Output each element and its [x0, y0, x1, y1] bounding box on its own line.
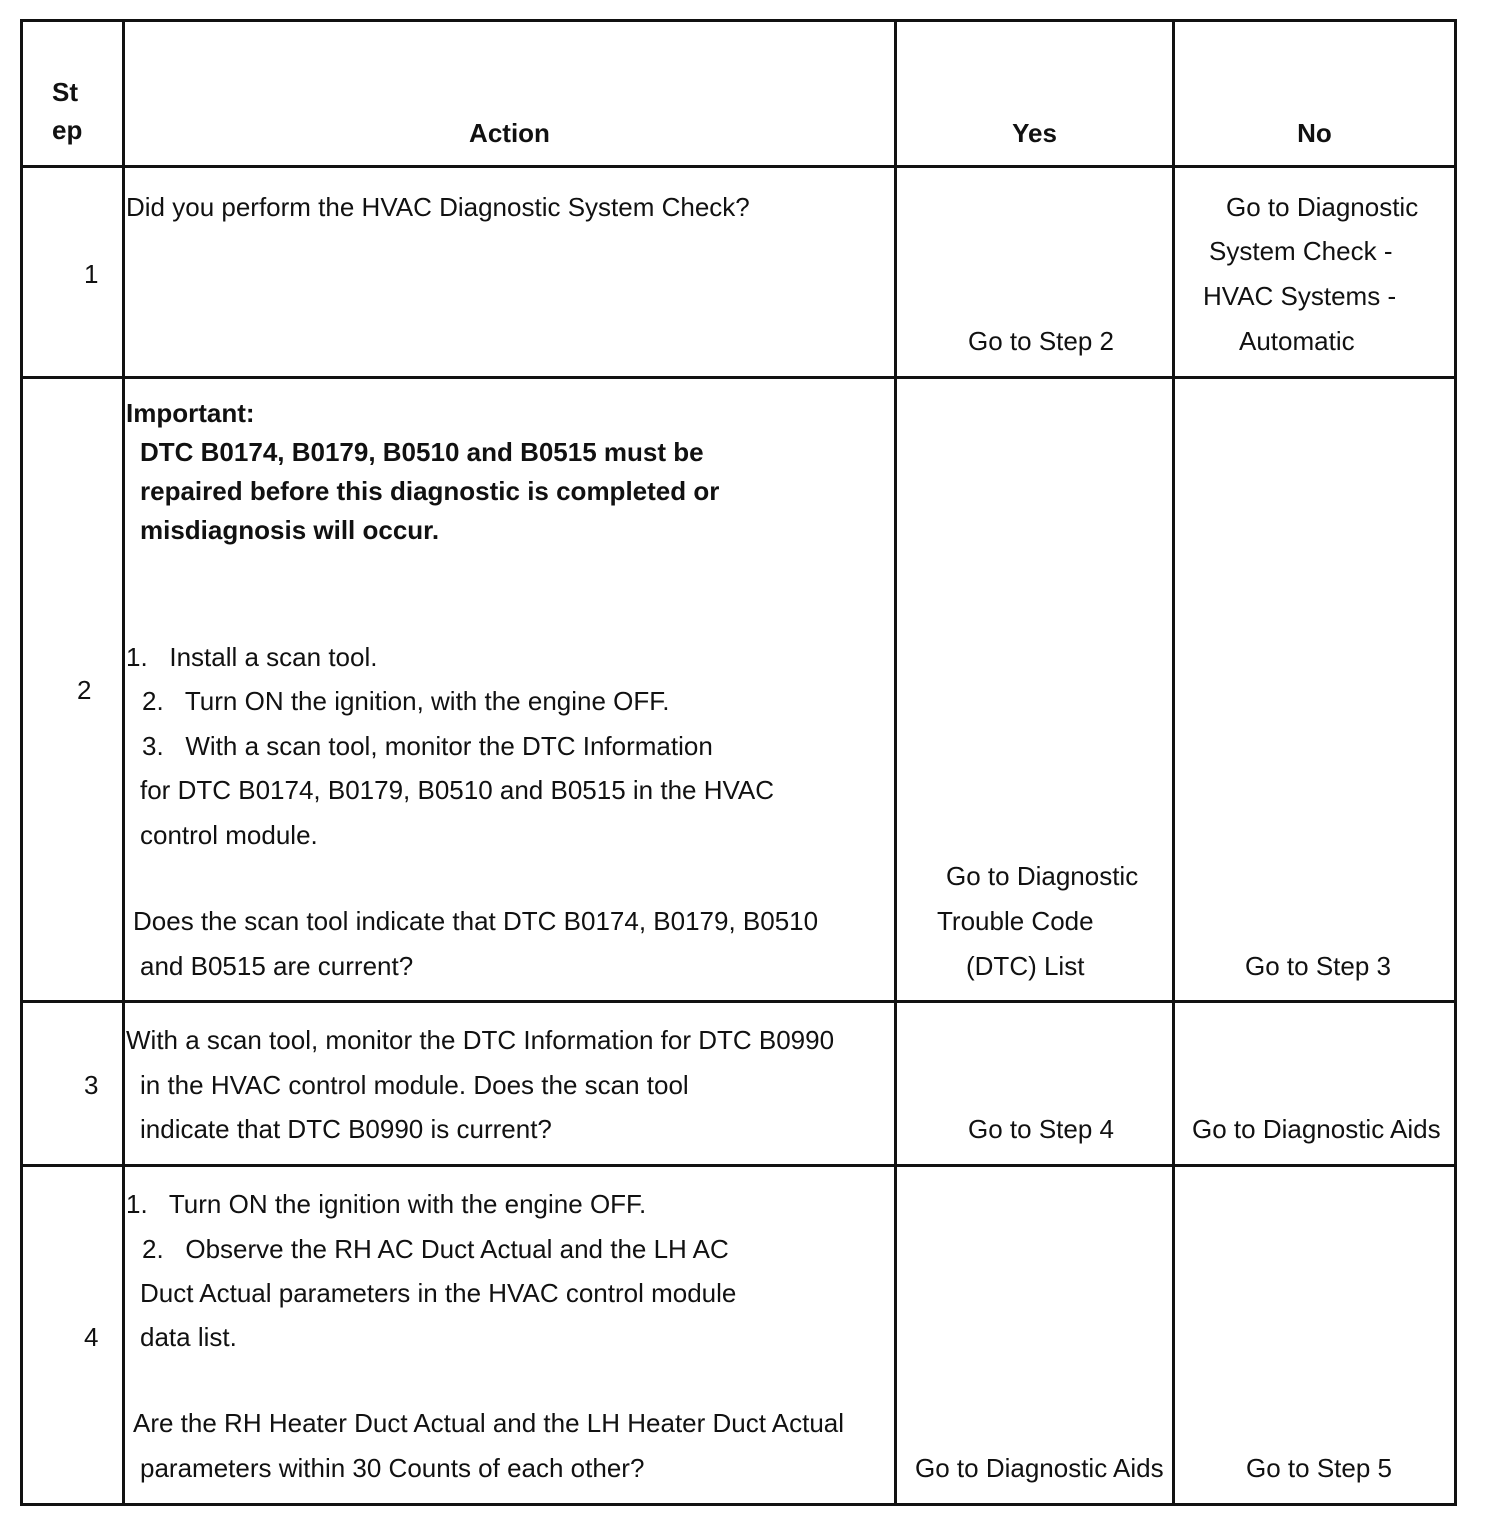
row-divider-3 [20, 1164, 1457, 1167]
diagnostic-table [20, 19, 1457, 1506]
yes-result: Go to Diagnostic Aids [915, 1453, 1164, 1483]
action-question: and B0515 are current? [140, 951, 414, 981]
table-border-top [20, 19, 1457, 22]
column-divider-yes [1172, 19, 1175, 1506]
header-action: Action [469, 118, 550, 148]
action-step-line: 1. Install a scan tool. [126, 642, 378, 672]
action-question: Are the RH Heater Duct Actual and the LH Heater Duct Actual [133, 1408, 845, 1438]
important-text: repaired before this diagnostic is completed or [140, 476, 720, 506]
action-text: With a scan tool, monitor the DTC Information for DTC B0990 [126, 1025, 835, 1055]
important-title: Important: [126, 398, 255, 428]
no-result: Go to Step 5 [1246, 1453, 1392, 1483]
header-yes: Yes [1012, 118, 1057, 148]
yes-result: Go to Step 2 [968, 326, 1114, 356]
action-step-line: control module. [140, 820, 318, 850]
action-step-line: data list. [140, 1322, 237, 1352]
header-divider [20, 165, 1457, 168]
header-step: St ep [52, 77, 83, 145]
action-question: parameters within 30 Counts of each other? [140, 1453, 645, 1483]
action-text: indicate that DTC B0990 is current? [140, 1114, 552, 1144]
table-border-bottom [20, 1503, 1457, 1506]
no-result-line: Go to Diagnostic [1226, 192, 1419, 222]
no-result-line: Automatic [1239, 326, 1355, 356]
step-number: 3 [84, 1070, 99, 1100]
step-number: 2 [77, 675, 92, 705]
yes-result-line: Go to Diagnostic [946, 861, 1139, 891]
action-step-line: for DTC B0174, B0179, B0510 and B0515 in the HVAC [140, 775, 775, 805]
column-divider-step [122, 19, 125, 1506]
no-result: Go to Diagnostic Aids [1192, 1114, 1441, 1144]
action-question: Does the scan tool indicate that DTC B0174, B0179, B0510 [133, 906, 819, 936]
important-text: DTC B0174, B0179, B0510 and B0515 must be [140, 437, 704, 467]
row-divider-2 [20, 1000, 1457, 1003]
table-border-right [1454, 19, 1457, 1506]
action-step-line: 2. Turn ON the ignition, with the engine OFF. [142, 686, 670, 716]
row-divider-1 [20, 376, 1457, 379]
action-step-line: 1. Turn ON the ignition with the engine OFF. [126, 1189, 647, 1219]
no-result-line: System Check - [1209, 236, 1393, 266]
action-text: in the HVAC control module. Does the scan tool [140, 1070, 689, 1100]
action-step-line: 3. With a scan tool, monitor the DTC Information [142, 731, 713, 761]
action-step-line: 2. Observe the RH AC Duct Actual and the LH AC [142, 1234, 729, 1264]
column-divider-action [894, 19, 897, 1506]
table-border-left [20, 19, 23, 1506]
no-result: Go to Step 3 [1245, 951, 1391, 981]
yes-result: Go to Step 4 [968, 1114, 1114, 1144]
yes-result-line: Trouble Code [937, 906, 1094, 936]
header-no: No [1297, 118, 1332, 148]
no-result-line: HVAC Systems - [1203, 281, 1397, 311]
action-text: Did you perform the HVAC Diagnostic System Check? [126, 192, 750, 222]
step-number: 1 [84, 259, 99, 289]
important-text: misdiagnosis will occur. [140, 515, 440, 545]
action-step-line: Duct Actual parameters in the HVAC control module [140, 1278, 737, 1308]
step-number: 4 [84, 1322, 99, 1352]
yes-result-line: (DTC) List [966, 951, 1085, 981]
